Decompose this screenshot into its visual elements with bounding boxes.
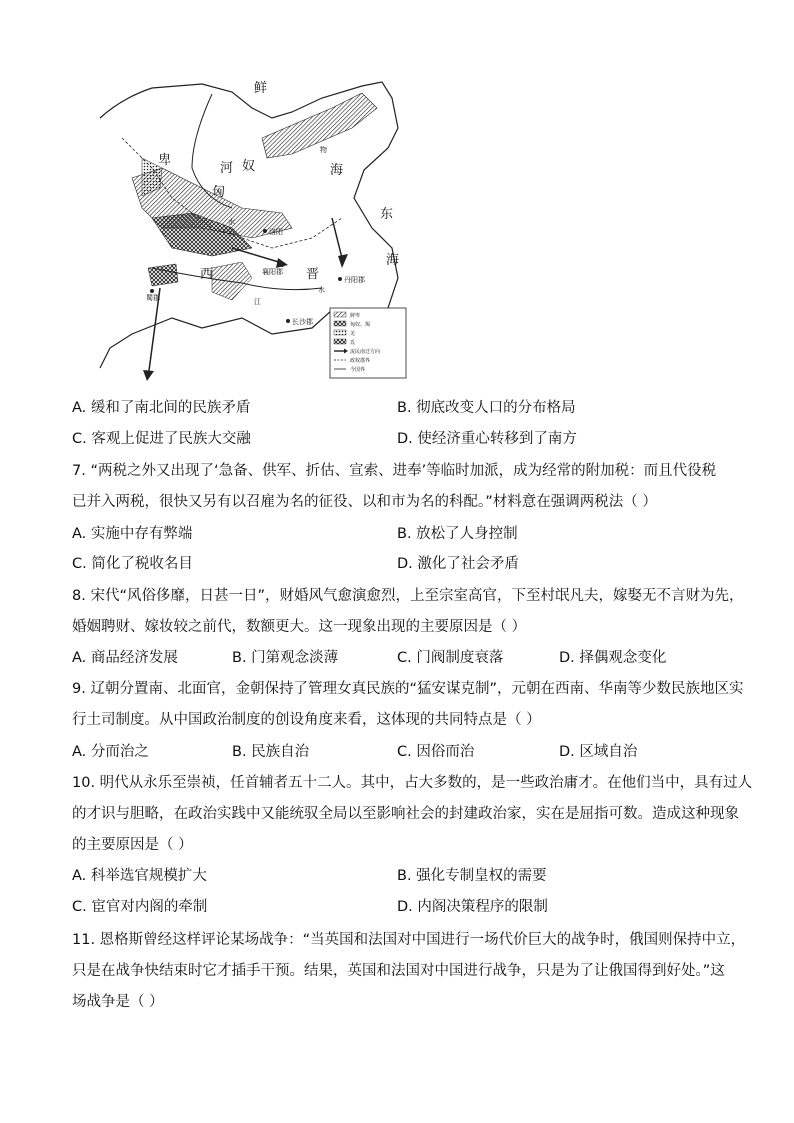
map-label-bei: 卑: [158, 153, 172, 168]
q10-stem-line2: 的才识与胆略，在政治实践中又能统驭全局以至影响社会的封建政治家，实在是屈指可数。造成这种现象: [72, 806, 739, 822]
q6-option-c[interactable]: C. 客观上促进了民族大交融: [72, 431, 251, 447]
map-legend: [330, 308, 406, 378]
q8-stem-line1: 8. 宋代“风俗侈靡，日甚一日”，财婚风气愈演愈烈，上至宗室高官，下至村氓凡夫，嫁娶无不言财为先，: [72, 588, 744, 604]
q10-options-row1: [72, 861, 732, 892]
q9-option-c[interactable]: C. 因俗而治: [397, 744, 475, 760]
legend-item-5: 政权郡界: [350, 358, 371, 364]
legend-item-4: 流民南迁方向: [350, 349, 381, 355]
q7-option-a[interactable]: A. 实施中存有弊端: [72, 526, 193, 542]
map-label-shui: 水: [228, 218, 235, 226]
q11-stem-line3: 场战争是（ ）: [72, 994, 164, 1010]
legend-item-1: 匈奴、羯: [350, 322, 371, 328]
q10-stem-line3: 的主要原因是（ ）: [72, 837, 193, 853]
q11-stem-line2: 只是在战争快结束时它才插手干预。结果，英国和法国对中国进行战争，只是为了让俄国得到好处。”这: [72, 963, 725, 979]
q7-stem-line2: 已并入两税，很快又另有以召雇为名的征役、以和市为名的科配。”材料意在强调两税法（ ）: [72, 494, 657, 510]
map-label-jin: 晋: [306, 267, 320, 282]
legend-item-0: 鲜卑: [350, 313, 361, 319]
q10-option-b[interactable]: B. 强化专制皇权的需要: [397, 868, 547, 884]
q6-option-b[interactable]: B. 彻底改变人口的分布格局: [397, 400, 576, 416]
q8-option-b[interactable]: B. 门第观念淡薄: [232, 650, 339, 666]
historical-map: [92, 78, 410, 381]
map-label-wu: 物: [320, 146, 327, 154]
map-label-hai2: 海: [386, 253, 400, 268]
map-label-jiang: 江: [254, 298, 261, 306]
map-label-luoyang: 洛阳: [269, 228, 283, 236]
map-label-shui2: 水: [318, 286, 325, 294]
q9-options-row: [72, 737, 732, 768]
q6-option-a[interactable]: A. 缓和了南北间的民族矛盾: [72, 400, 251, 416]
legend-item-3: 氐: [350, 340, 356, 346]
q9-option-d[interactable]: D. 区域自治: [559, 744, 638, 760]
q7-options-row1: [72, 519, 732, 550]
q9-option-b[interactable]: B. 民族自治: [232, 744, 310, 760]
question-8: [72, 581, 744, 643]
q9-option-a[interactable]: A. 分而治之: [72, 744, 149, 760]
q10-options-row2: [72, 892, 732, 923]
map-label-changsha: 长沙郡: [292, 318, 313, 326]
q10-stem-line1: 10. 明代从永乐至崇祯，任首辅者五十二人。其中，占大多数的，是一些政治庸才。在他们当中，具有过人: [72, 775, 753, 791]
question-10: [72, 768, 753, 861]
q8-options-row: [72, 643, 732, 674]
map-label-hai: 海: [330, 163, 344, 178]
q11-stem-line1: 11. 恩格斯曾经这样评论某场战争：“当英国和法国对中国进行一场代价巨大的战争时，俄国则保持中立，: [72, 932, 746, 948]
q7-options-row2: [72, 549, 732, 580]
q7-option-c[interactable]: C. 简化了税收名目: [72, 556, 193, 572]
map-label-xi: 西: [200, 267, 214, 282]
q6-options-row1: [72, 393, 732, 424]
map-label-he: 河: [220, 161, 234, 176]
q8-option-d[interactable]: D. 择偶观念变化: [559, 650, 667, 666]
map-label-dong: 东: [380, 207, 394, 222]
q6-options-row2: [72, 424, 732, 455]
legend-item-2: 羌: [350, 331, 356, 337]
q9-stem-line2: 行土司制度。从中国政治制度的创设角度来看，这体现的共同特点是（ ）: [72, 712, 541, 728]
map-label-xianbei: 鲜: [254, 81, 268, 96]
q7-stem-line1: 7. “两税之外又出现了‘急备、供军、折估、宣索、进奉’等临时加派，成为经常的附加税：而且代役税: [72, 463, 717, 479]
map-label-xiongnu2: 奴: [242, 159, 256, 174]
q10-option-d[interactable]: D. 内阁决策程序的限制: [397, 899, 548, 915]
map-label-xiongnu1: 匈: [212, 185, 226, 200]
q9-stem-line1: 9. 辽朝分置南、北面官，金朝保持了管理女真民族的“猛安谋克制”，元朝在西南、华南等少数民族地区实: [72, 681, 744, 697]
q7-option-b[interactable]: B. 放松了人身控制: [397, 526, 518, 542]
map-label-xiangyang: 襄阳郡: [262, 268, 283, 276]
q8-stem-line2: 婚姻聘财、嫁妆较之前代，数额更大。这一现象出现的主要原因是（ ）: [72, 619, 527, 635]
question-11: [72, 925, 746, 1018]
q10-option-a[interactable]: A. 科举选官规模扩大: [72, 868, 207, 884]
map-label-danyang: 丹阳郡: [344, 276, 365, 284]
q8-option-c[interactable]: C. 门阀制度衰落: [397, 650, 504, 666]
q7-option-d[interactable]: D. 激化了社会矛盾: [397, 556, 519, 572]
legend-item-6: 今国界: [350, 367, 366, 373]
q6-option-d[interactable]: D. 使经济重心转移到了南方: [397, 431, 577, 447]
q8-option-a[interactable]: A. 商品经济发展: [72, 650, 178, 666]
question-9: [72, 674, 744, 736]
q10-option-c[interactable]: C. 宦官对内阁的牵制: [72, 899, 208, 915]
question-7: [72, 456, 732, 518]
map-label-shu: 蜀郡: [146, 294, 160, 302]
